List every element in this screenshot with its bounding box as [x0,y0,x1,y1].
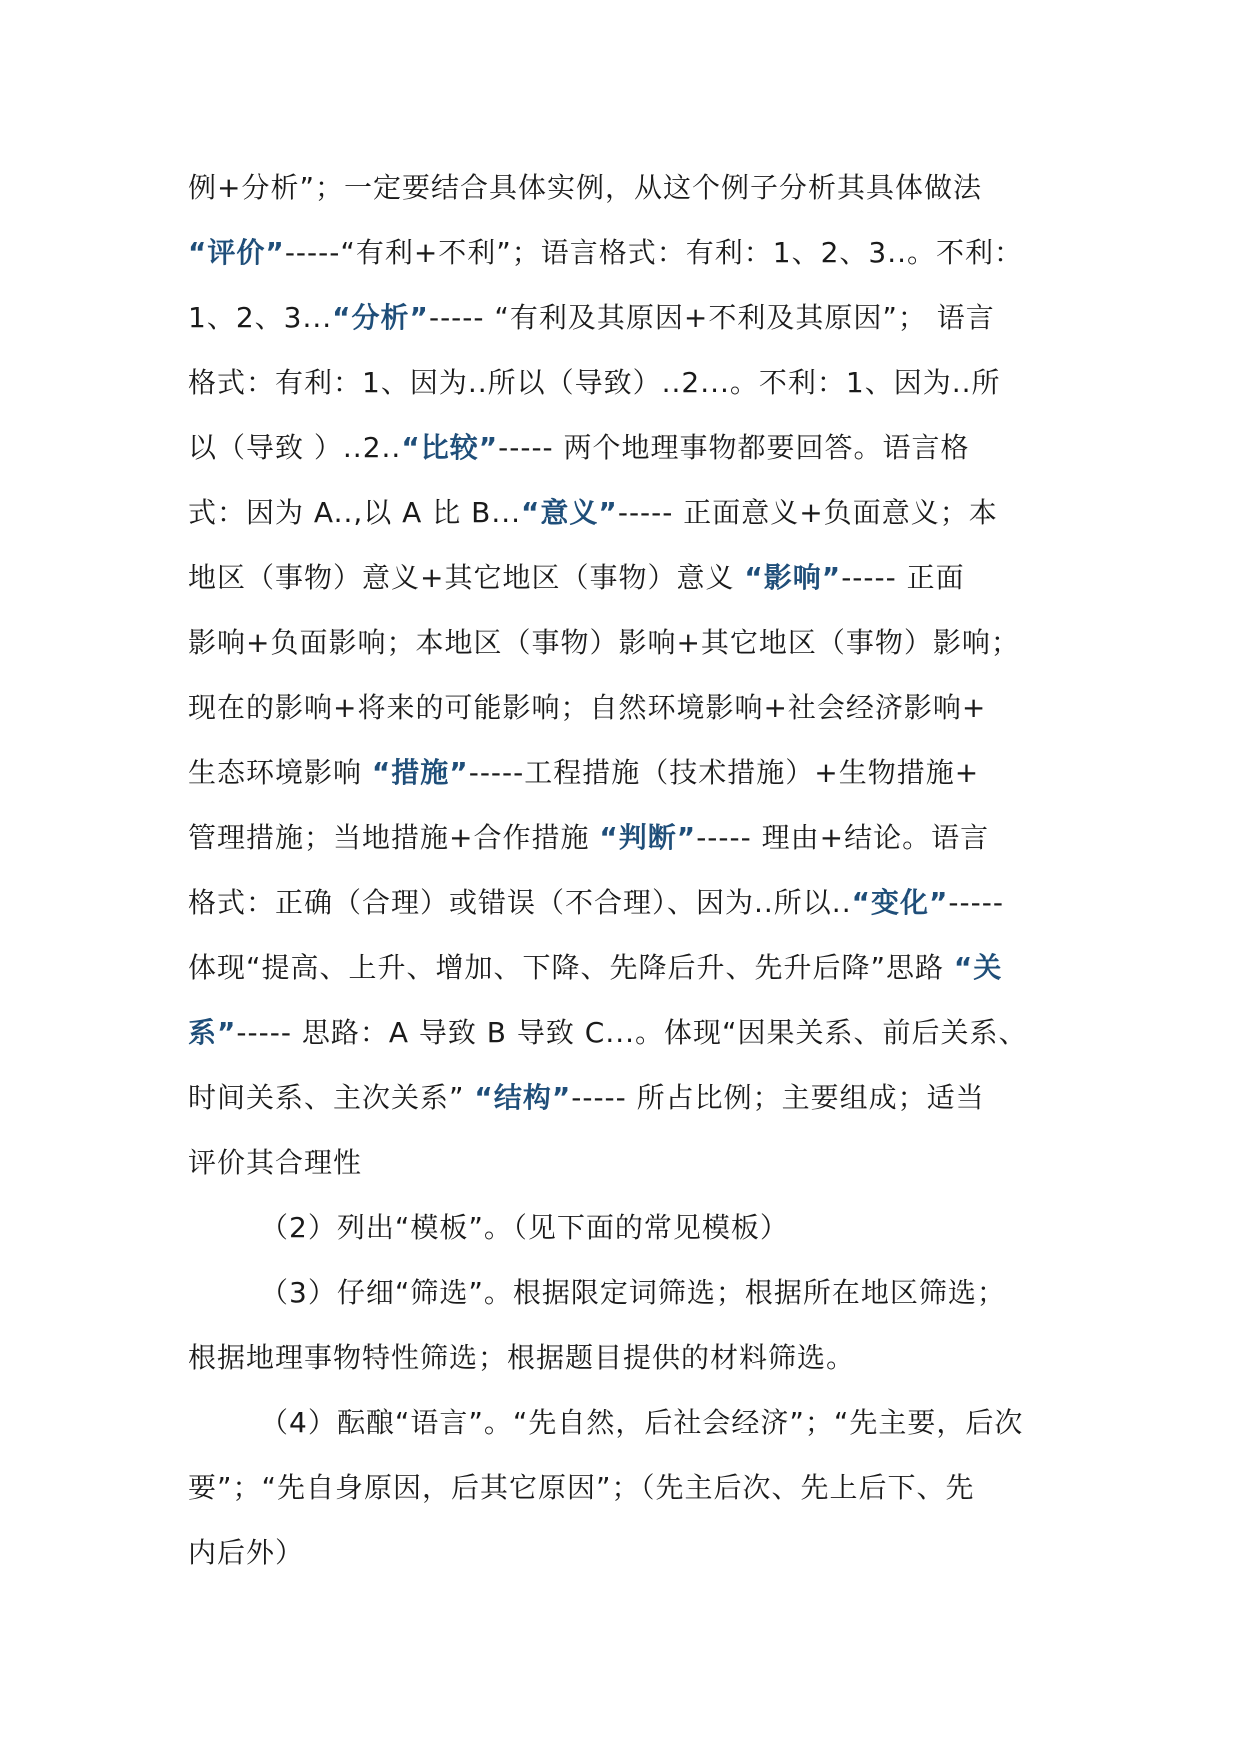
text-line [188,805,1088,870]
item-4-line-3: 内后外） [188,1536,305,1569]
keyword-term: “分析” [332,301,429,334]
text-segment: 式：因为 A..,以 A 比 B... [188,496,522,529]
text-segment: 体现“提高、上升、增加、下降、先降后升、先升后降”思路 [188,951,954,984]
keyword-term: “结构” [474,1081,572,1114]
text-segment: 例+分析”；一定要结合具体实例，从这个例子分析其具体做法 [188,171,982,204]
text-segment: 地区（事物）意义+其它地区（事物）意义 [188,561,745,594]
text-segment: ----- “有利及其原因+不利及其原因”； 语言 [428,301,995,334]
text-line [188,285,1088,350]
text-segment: -----工程措施（技术措施）+生物措施+ [468,756,980,789]
text-segment: 影响+负面影响；本地区（事物）影响+其它地区（事物）影响； [188,626,1020,659]
keyword-term: “关 [953,951,1003,984]
text-line [188,480,1088,545]
item-3-line-1: （3）仔细“筛选”。根据限定词筛选；根据所在地区筛选； [260,1276,1006,1309]
text-line [188,1130,1088,1195]
paragraph-answer-formats [188,155,1088,1195]
keyword-term: “比较” [401,431,499,464]
text-line [188,610,1088,675]
text-segment: 现在的影响+将来的可能影响；自然环境影响+社会经济影响+ [188,691,987,724]
text-segment: ----- 正面意义+负面意义；本 [617,496,998,529]
item-4-line-1: （4）酝酿“语言”。“先自然，后社会经济”；“先主要，后次 [260,1406,1024,1439]
text-line [188,220,1088,285]
text-line [188,870,1088,935]
text-line [188,1065,1088,1130]
item-2-line: （2）列出“模板”。（见下面的常见模板） [260,1211,789,1244]
text-segment: ----- 思路：A 导致 B 导致 C...。体现“因果关系、前后关系、 [236,1016,1028,1049]
item-4-line-2: 要”；“先自身原因，后其它原因”；（先主后次、先上后下、先 [188,1471,975,1504]
text-segment: 评价其合理性 [188,1146,363,1179]
text-segment: ----- 正面 [841,561,965,594]
text-segment: ----- [948,886,1004,919]
keyword-term: “评价” [188,236,285,269]
text-line [188,350,1088,415]
text-line [188,740,1088,805]
text-line [188,545,1088,610]
keyword-term: 系” [188,1016,237,1049]
keyword-term: “影响” [744,561,842,594]
text-segment: 管理措施；当地措施+合作措施 [188,821,600,854]
keyword-term: “意义” [521,496,618,529]
text-segment: 生态环境影响 [188,756,372,789]
text-line [188,675,1088,740]
text-line [188,935,1088,1000]
keyword-term: “判断” [599,821,697,854]
text-segment: 以（导致 ）..2.. [188,431,402,464]
text-line [188,155,1088,220]
text-segment: ----- 所占比例；主要组成；适当 [571,1081,985,1114]
text-line [188,415,1088,480]
text-segment: 格式：正确（合理）或错误（不合理）、因为..所以.. [188,886,852,919]
text-segment: ----- 理由+结论。语言 [696,821,990,854]
text-segment: 格式：有利：1、因为..所以（导致）..2...。不利：1、因为..所 [188,366,1001,399]
text-segment: 1、2、3... [188,301,333,334]
text-segment: 时间关系、主次关系” [188,1081,475,1114]
text-line [188,1000,1088,1065]
keyword-term: “变化” [851,886,949,919]
document-body [188,155,1088,1585]
text-segment: -----“有利+不利”；语言格式：有利：1、2、3..。不利： [284,236,1024,269]
keyword-term: “措施” [371,756,469,789]
text-segment: ----- 两个地理事物都要回答。语言格 [498,431,970,464]
item-3-line-2: 根据地理事物特性筛选；根据题目提供的材料筛选。 [188,1341,856,1374]
